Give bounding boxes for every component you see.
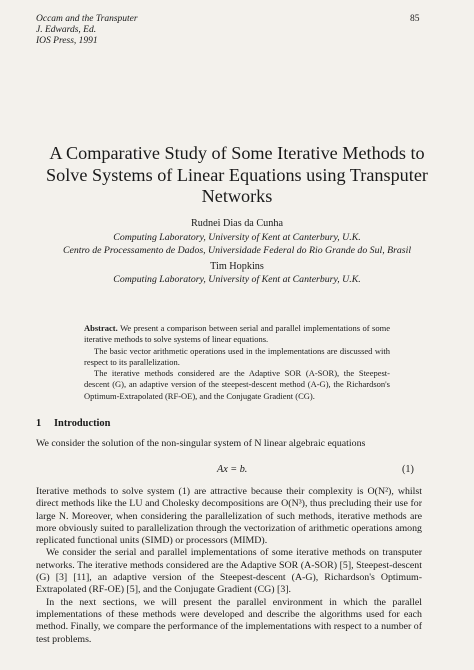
title-line-3: Networks [201,186,273,206]
abstract-paragraph-2: The basic vector arithmetic operations used in the implementations are discussed with respect to its parallelization. [84,345,390,367]
author-name-1: Rudnei Dias da Cunha [191,218,283,229]
paper-title [20,143,454,208]
header-line-1: Occam and the Transputer [36,14,138,24]
author-affiliation-1a: Computing Laboratory, University of Kent at Canterbury, U.K. [113,232,361,243]
abstract-paragraph-1 [84,323,390,346]
author-name-2: Tim Hopkins [210,261,264,272]
abstract [84,323,390,402]
equation-expression: Ax = b. [217,464,248,475]
author-affiliation-2: Computing Laboratory, University of Kent at Canterbury, U.K. [113,274,361,285]
page-number: 85 [410,14,420,24]
publication-header [36,14,138,47]
abstract-paragraph-3: The iterative methods considered are the Adaptive SOR (A-SOR), the Steepest-descent (G), an adaptive version of the steepest-descent method (A-G), the Richardson's Optimum-Extrapolated (RF-OE), and the Conjugate Gradient (CG). [84,368,390,401]
body-paragraph-1: We consider the solution of the non-singular system of N linear algebraic equations [36,438,366,449]
abstract-text-1: We present a comparison between serial and parallel implementations of some iterative methods to solve systems of linear equations. [84,323,390,345]
header-line-3: IOS Press, 1991 [36,36,98,46]
equation-number: (1) [402,464,414,475]
section-number: 1 [36,418,42,429]
body-paragraph-4: In the next sections, we will present the parallel environment in which the parallel implementations of these methods were developed and describe the algorithms used for each method. Finally, we compare the performance of the implementations with respect to a number of test problems. [36,596,423,645]
body-paragraph-3: We consider the serial and parallel implementations of some iterative methods on transputer networks. The iterative methods considered are the Adaptive SOR (A-SOR) [5], Steepest-descent (G) [3] [11], an adaptive version of the Steepest-descent (A-G), Richardson's Optimum-Extrapolated (RF-OE) [5], and the Conjugate Gradient (CG) [3]. [36,547,422,596]
abstract-label: Abstract. [84,323,118,333]
header-line-2: J. Edwards, Ed. [36,25,97,35]
author-affiliation-1b: Centro de Processamento de Dados, Universidade Federal do Rio Grande do Sul, Brasil [62,245,412,256]
body-paragraph-2: Iterative methods to solve system (1) are attractive because their complexity is O(N²), whilst direct methods like the LU and Cholesky decompositions are O(N³), thus precluding their use for large N. Moreover, when considering the parallelization of such methods, iterative methods are more obviously suited to parallelization through the vectorization of arithmetic operations among replicated functional units (SIMD) or processors (MIMD). [36,486,422,547]
title-line-1: A Comparative Study of Some Iterative Methods to [49,143,425,163]
section-title: Introduction [54,418,111,429]
section-heading [36,418,110,429]
title-line-2: Solve Systems of Linear Equations using Transputer [46,164,428,185]
body-text [36,486,422,646]
